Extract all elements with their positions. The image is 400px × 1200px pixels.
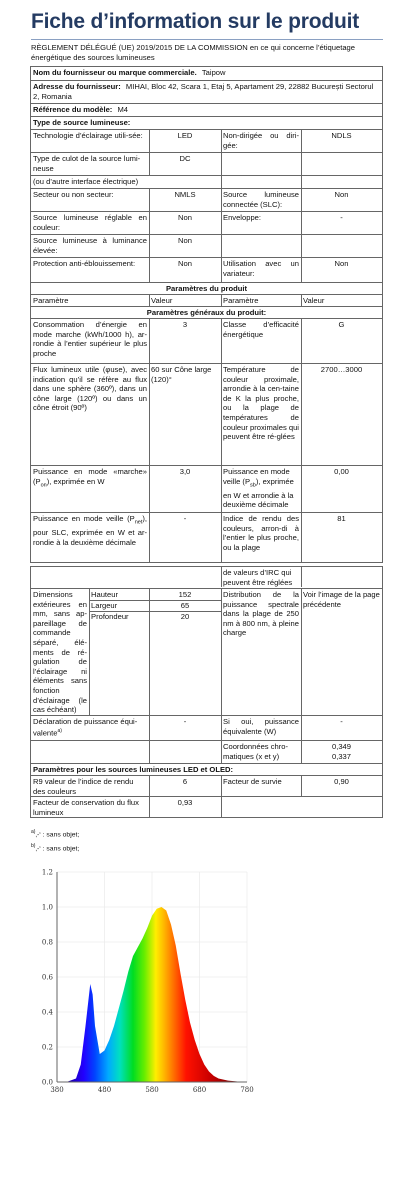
light-source-heading: Type de source lumineuse: <box>33 118 131 127</box>
led-heading: Paramètres pour les sources lumineuses LED et OLED: <box>33 765 234 774</box>
y-tick-label: 1.0 <box>41 903 53 912</box>
high-lum-value: Non <box>178 236 192 245</box>
equiv-power-row <box>31 715 382 740</box>
supplier-name-value: Taipow <box>201 68 226 77</box>
spd-label: Distribution de la puissance spectrale dans la plage de 250 nm à 800 nm, à pleine charge <box>223 590 299 638</box>
energy-value: 3 <box>182 320 188 329</box>
model-row <box>31 103 382 116</box>
x-tick-label: 680 <box>192 1086 207 1094</box>
chroma-x: 0,349 <box>331 742 351 751</box>
technology-row <box>31 129 382 152</box>
tech-label: Technologie d’éclairage utili-sée: <box>33 131 143 140</box>
envelope-label: Enveloppe: <box>223 213 261 222</box>
spd-value: Voir l’image de la page précédente <box>303 590 380 609</box>
dims-label: Dimensions extérieures en mm, sans ap-pareillage de commande séparé, élé-ments de ré-gulation de l’éclairage ni éléments sans fonction d’éclairage (le cas échéant) <box>33 590 87 715</box>
col-param-2: Paramètre <box>223 296 259 305</box>
y-tick-label: 0.8 <box>41 938 53 947</box>
cap-value: DC <box>179 154 191 163</box>
x-tick-label: 380 <box>50 1086 64 1094</box>
supplier-name-label: Nom du fournisseur ou marque commerciale. <box>33 68 197 77</box>
chroma-y: 0,337 <box>331 752 351 761</box>
x-tick-label: 580 <box>145 1086 159 1094</box>
title-underline <box>31 39 383 40</box>
energy-label: Consommation d’énergie en mode marche (kWh/1000 h), ar-rondie à l’entier supérieur le plus proche <box>33 320 147 358</box>
width-value: 65 <box>180 601 190 610</box>
cri-continued-row <box>31 567 382 587</box>
y-tick-label: 0.4 <box>41 1008 53 1017</box>
product-info-table-continued <box>30 566 383 818</box>
net-standby-label: Puissance en mode veille $(P_{net})$, pour SLC, exprimée en W et ar-rondie à la deuxième décimale <box>33 514 147 547</box>
cap-label: Type de culot de la source lumi-neuse <box>33 154 141 173</box>
tunable-value: Non <box>178 213 192 222</box>
height-value: 152 <box>178 590 192 599</box>
net-standby-row <box>31 512 382 563</box>
equiv-power-label <box>31 717 149 738</box>
cct-value: 2700…3000 <box>320 365 363 374</box>
net-standby-value: - <box>183 514 187 523</box>
r9-row <box>31 775 382 796</box>
cap-note: (ou d’autre interface électrique) <box>33 177 139 186</box>
y-tick-label: 0.6 <box>41 973 53 982</box>
depth-value: 20 <box>180 612 190 621</box>
spectrum-area <box>57 907 247 1082</box>
x-tick-label: 780 <box>240 1086 254 1094</box>
mains-row <box>31 188 382 211</box>
high-lum-label: Source lumineuse à luminance élevée: <box>33 236 147 255</box>
slc-value: Non <box>334 190 349 199</box>
y-tick-label: 0.0 <box>41 1078 53 1087</box>
tech-value: LED <box>177 131 193 140</box>
power-row <box>31 465 382 512</box>
supplier-address-row <box>31 80 382 103</box>
survival-label: Facteur de survie <box>223 777 282 786</box>
supplier-address-value: MIHAI, Bloc 42, Scara 1, Etaj 5, Apartament 29, 22882 București Sectorul 2, Romania <box>33 82 374 101</box>
efficiency-label: Classe d’efficacité énergétique <box>223 320 299 339</box>
glare-label: Protection anti-éblouissement: <box>33 259 136 268</box>
glare-row <box>31 257 382 282</box>
footnote-a <box>31 829 79 838</box>
cct-label: Température de couleur proximale, arrondie à la cen-taine de K la plus proche, ou la plage de températures de couleur proximales qui peuvent être ré-glées <box>223 365 299 442</box>
general-heading: Paramètres généraux du produit: <box>146 308 267 317</box>
depth-label: Profondeur <box>91 612 129 621</box>
spectral-distribution-chart <box>25 860 257 1110</box>
x-tick-label: 480 <box>97 1086 112 1094</box>
y-tick-label: 0.2 <box>41 1043 53 1052</box>
standby-value: 0,00 <box>334 467 349 476</box>
r9-label: R9 valeur de l’indice de rendu des couleurs <box>33 777 134 796</box>
product-info-table <box>30 66 383 563</box>
standby-label: Puissance en mode veille $(P_{sb})$, exprimée en W et arrondie à la deuxième décimale <box>223 467 294 510</box>
supplier-address-label: Adresse du fournisseur: <box>33 82 121 91</box>
power-on-value: 3,0 <box>179 467 191 476</box>
footnote-b-mark: b) <box>31 843 36 849</box>
flux-value: 60 sur Cône large (120)° <box>151 365 212 384</box>
flux-label: Flux lumineux utile (φuse), avec indication qu’il se réfère au flux dans une sphère (360º), dans un cône large (120º) ou dans un cône étroit (90º) <box>33 365 147 413</box>
supplier-name-row <box>31 67 382 79</box>
equiv-power-footnote-mark: a) <box>57 727 62 734</box>
directional-label: Non-dirigée ou diri-gée: <box>223 131 299 150</box>
chroma-row <box>31 740 382 763</box>
footnote-b <box>31 843 79 852</box>
col-value-2: Valeur <box>303 296 325 305</box>
page-title: Fiche d’information sur le produit <box>31 10 360 33</box>
survival-value: 0,90 <box>334 777 349 786</box>
equiv-power-label-text: Déclaration de puissance équi-valente <box>33 717 138 738</box>
width-label: Largeur <box>91 601 118 610</box>
mains-value: NMLS <box>174 190 196 199</box>
cri-value: 81 <box>337 514 346 523</box>
maintenance-value: 0,93 <box>177 798 193 807</box>
maintenance-label: Facteur de conservation du flux lumineux <box>33 798 139 817</box>
equiv-watt-value: - <box>340 717 343 726</box>
model-label: Référence du modèle: <box>33 105 113 114</box>
equiv-power-value: - <box>183 717 187 726</box>
col-param: Paramètre <box>33 296 69 305</box>
equiv-watt-label: Si oui, puissance équivalente (W) <box>223 717 299 736</box>
energy-row <box>31 318 382 363</box>
params-columns-row <box>31 294 382 306</box>
chroma-label: Coordonnées chro-matiques (x et y) <box>223 742 289 761</box>
tunable-row <box>31 211 382 234</box>
maintenance-row <box>31 796 382 818</box>
light-source-heading-row <box>31 116 382 129</box>
footnote-a-mark: a) <box>31 829 36 835</box>
dimensions-row <box>31 588 382 715</box>
model-value: M4 <box>117 105 129 114</box>
cri-label-continued: de valeurs d’IRC qui peuvent être réglées <box>223 568 293 587</box>
directional-value: NDLS <box>331 131 352 140</box>
general-heading-row <box>31 306 382 318</box>
mains-label: Secteur ou non secteur: <box>33 190 114 199</box>
dimmable-value: Non <box>334 259 349 268</box>
regulation-text: RÈGLEMENT DÉLÉGUÉ (UE) 2019/2015 DE LA COMMISSION en ce qui concerne l’étiquetage énergétique des sources lumineuses <box>31 43 356 62</box>
cri-label: Indice de rendu des couleurs, arron-di à l’entier le plus proche, ou la plage <box>223 514 299 552</box>
params-heading: Paramètres du produit <box>165 284 248 293</box>
high-luminance-row <box>31 234 382 257</box>
flux-row <box>31 363 382 465</box>
cap-note-row <box>31 175 382 188</box>
envelope-value: - <box>340 213 343 222</box>
tunable-label: Source lumineuse réglable en couleur: <box>33 213 147 232</box>
cap-row <box>31 152 382 175</box>
efficiency-value: G <box>338 320 345 329</box>
col-value: Valeur <box>151 296 173 305</box>
led-heading-row <box>31 763 382 775</box>
height-label: Hauteur <box>91 590 119 599</box>
power-on-label: Puissance en mode «marche» $(P_{on})$, exprimée en W <box>33 467 147 489</box>
y-tick-label: 1.2 <box>41 868 53 877</box>
footnote-a-text: ‚-‘ : sans objet; <box>35 831 80 839</box>
footnote-b-text: ‚-‘ : sans objet; <box>35 845 80 853</box>
slc-label: Source lumineuse connectée (SLC): <box>223 190 299 209</box>
dimmable-label: Utilisation avec un variateur: <box>223 259 299 278</box>
glare-value: Non <box>178 259 192 268</box>
r9-value: 6 <box>182 777 188 786</box>
params-heading-row <box>31 282 382 294</box>
